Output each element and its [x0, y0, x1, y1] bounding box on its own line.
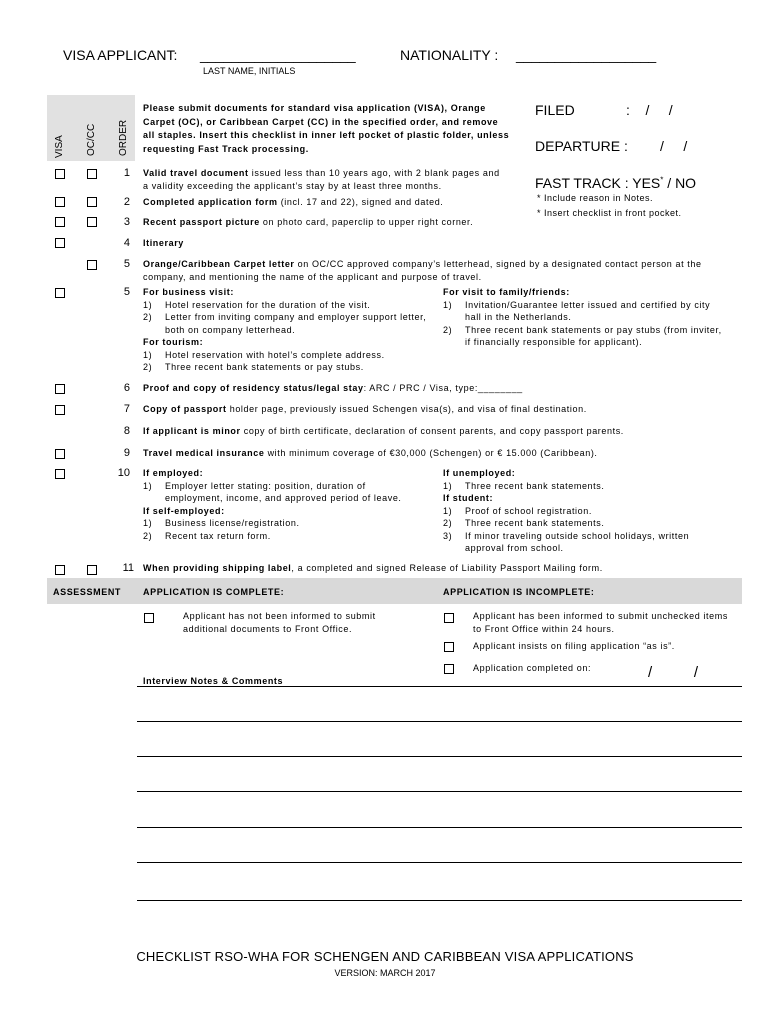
filed-date-field[interactable]: : / / — [626, 102, 673, 118]
notes-title: Interview Notes & Comments — [143, 676, 284, 686]
complete-option-text: Applicant has not been informed to submit additional documents to Front Office. — [183, 611, 376, 634]
footer-version: VERSION: MARCH 2017 — [334, 968, 436, 978]
item-residency-status: Proof and copy of residency status/legal stay: ARC / PRC / Visa, type:________ — [143, 383, 523, 393]
item-passport-picture: Recent passport picture on photo card, paperclip to upper right corner. — [143, 217, 474, 227]
notes-line[interactable] — [137, 686, 742, 687]
order-number: 7 — [123, 403, 130, 415]
checkbox-completed-on[interactable] — [444, 664, 454, 674]
note-include-reason: * Include reason in Notes. — [537, 193, 654, 203]
departure-date-field[interactable]: / / — [660, 138, 688, 154]
fast-track-option[interactable]: FAST TRACK : YES* / NO — [535, 175, 697, 191]
checkbox-occc-2[interactable] — [87, 197, 97, 207]
notes-line[interactable] — [137, 827, 742, 828]
checkbox-complete[interactable] — [144, 613, 154, 623]
item-passport-copy: Copy of passport holder page, previously issued Schengen visa(s), and visa of final destination. — [143, 404, 587, 414]
notes-line[interactable] — [137, 756, 742, 757]
business-tourism-block: For business visit: 1) Hotel reservation for the duration of the visit. 2) Letter from inviting company and employer support letter, both on company letterhead. For tourism: 1) Hotel reservation with hotel’s complete address. 2) Three recent bank statements or pay stubs. — [143, 287, 427, 372]
footer-title: CHECKLIST RSO-WHA FOR SCHENGEN AND CARIBBEAN VISA APPLICATIONS — [136, 949, 634, 964]
checkbox-visa-5[interactable] — [55, 288, 65, 298]
item-application-form: Completed application form (incl. 17 and 22), signed and dated. — [143, 197, 444, 207]
notes-line[interactable] — [137, 900, 742, 901]
order-number: 8 — [123, 425, 130, 437]
item-minor-documents: If applicant is minor copy of birth certificate, declaration of consent parents, and copy passport parents. — [143, 426, 624, 436]
checkbox-visa-4[interactable] — [55, 238, 65, 248]
order-number: 4 — [123, 237, 130, 249]
visa-applicant-label: VISA APPLICANT: — [63, 47, 178, 63]
notes-line[interactable] — [137, 862, 742, 863]
family-visit-block: For visit to family/friends: 1) Invitation/Guarantee letter issued and certified by city hall in the Netherlands. 2) Three recent bank statements or pay stubs (from inviter, if financially responsible for applicant). — [443, 287, 722, 347]
order-number: 5 — [123, 286, 130, 298]
item-medical-insurance: Travel medical insurance with minimum coverage of €30,000 (Schengen) or € 15.000 (Caribbean). — [143, 448, 598, 458]
checkbox-occc-1[interactable] — [87, 169, 97, 179]
checkbox-visa-11[interactable] — [55, 565, 65, 575]
incomplete-title: APPLICATION IS INCOMPLETE: — [443, 587, 595, 597]
checkbox-visa-9[interactable] — [55, 449, 65, 459]
item-travel-document: Valid travel document issued less than 10 years ago, with 2 blank pages and a validity exceeding the applicant’s stay by at least three months. — [143, 168, 500, 191]
col-visa: VISA — [54, 135, 65, 158]
last-name-hint: LAST NAME, INITIALS — [203, 66, 296, 76]
nationality-field[interactable]: __________________ — [516, 47, 657, 63]
checkbox-visa-7[interactable] — [55, 405, 65, 415]
notes-line[interactable] — [137, 721, 742, 722]
order-number: 2 — [123, 196, 130, 208]
checkbox-occc-11[interactable] — [87, 565, 97, 575]
employment-block: If employed: 1) Employer letter stating: position, duration of employment, income, and approved period of leave. If self-employed: 1) Business license/registration. 2) Recent tax return form. — [143, 468, 402, 541]
order-number: 3 — [123, 216, 130, 228]
checkbox-visa-1[interactable] — [55, 169, 65, 179]
item-shipping-label: When providing shipping label, a completed and signed Release of Liability Passport Mailing form. — [143, 563, 603, 573]
order-number: 10 — [117, 467, 130, 479]
instructions: Please submit documents for standard visa application (VISA), Orange Carpet (OC), or Caribbean Carpet (CC) in the specified order, and remove all staples. Insert this checklist in inner left pocket of plastic folder, unless requesting Fast Track processing. — [143, 103, 510, 154]
departure-label: DEPARTURE : — [535, 138, 628, 154]
applicant-name-field[interactable]: ____________________ — [200, 47, 356, 63]
item-itinerary: Itinerary — [143, 238, 184, 248]
completed-on-date-field[interactable]: / / — [648, 664, 699, 681]
checkbox-occc-3[interactable] — [87, 217, 97, 227]
order-number: 6 — [123, 382, 130, 394]
nationality-label: NATIONALITY : — [400, 47, 499, 63]
unemployed-student-block: If unemployed: 1) Three recent bank statements. If student: 1) Proof of school registration. 2) Three recent bank statements. 3) If minor traveling outside school holidays, written approval from school. — [443, 468, 690, 553]
complete-title: APPLICATION IS COMPLETE: — [143, 587, 285, 597]
col-order: ORDER — [118, 119, 129, 156]
col-occc: OC/CC — [86, 123, 97, 156]
checkbox-visa-6[interactable] — [55, 384, 65, 394]
checkbox-visa-2[interactable] — [55, 197, 65, 207]
checkbox-visa-10[interactable] — [55, 469, 65, 479]
filed-label: FILED — [535, 102, 575, 118]
note-insert-checklist: * Insert checklist in front pocket. — [537, 208, 682, 218]
order-number: 5 — [123, 258, 130, 270]
checkbox-incomplete-as-is[interactable] — [444, 642, 454, 652]
order-number: 11 — [122, 562, 134, 574]
order-number: 1 — [123, 167, 130, 179]
incomplete-informed-text: Applicant has been informed to submit unchecked items to Front Office within 24 hours. — [473, 611, 728, 634]
incomplete-as-is-text: Applicant insists on filing application “as is”. — [473, 641, 675, 651]
assessment-label: ASSESSMENT — [53, 587, 122, 597]
checkbox-occc-5[interactable] — [87, 260, 97, 270]
item-carpet-letter: Orange/Caribbean Carpet letter on OC/CC approved company’s letterhead, signed by a designated contact person at the company, and mentioning the name of the applicant and purpose of travel. — [143, 259, 702, 282]
checkbox-visa-3[interactable] — [55, 217, 65, 227]
checkbox-incomplete-informed[interactable] — [444, 613, 454, 623]
notes-line[interactable] — [137, 791, 742, 792]
completed-on-text: Application completed on: — [473, 663, 592, 673]
order-number: 9 — [123, 447, 130, 459]
